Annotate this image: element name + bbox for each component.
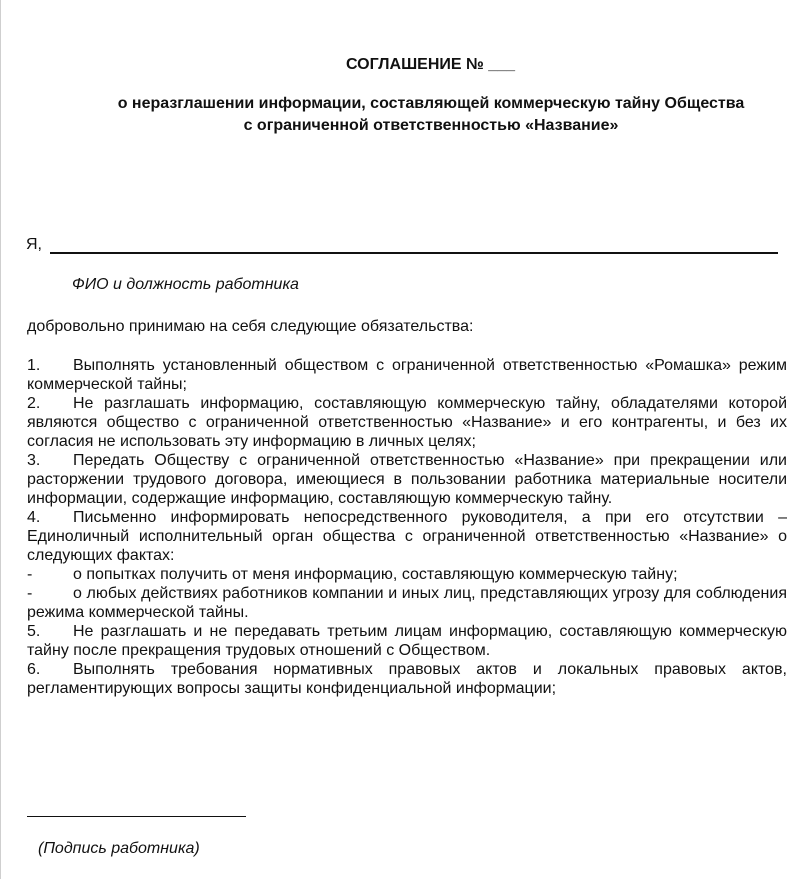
item-text: Выполнять установленный обществом с ограниченной ответственностью «Ромашка» режим коммерческой тайны; [27, 357, 787, 393]
intro-text: добровольно принимаю на себя следующие обязательства: [27, 318, 474, 335]
list-item [27, 565, 787, 584]
document-title: СОГЛАШЕНИЕ № ___ [346, 56, 515, 73]
item-text: Не разглашать информацию, составляющую коммерческую тайну, обладателями которой являются общество с ограниченной ответственностью «Название» и его контрагенты, и без их согласия не использовать эту информацию в личных целях; [27, 395, 787, 450]
item-text: о попытках получить от меня информацию, составляющую коммерческую тайну; [73, 566, 678, 583]
list-item [27, 394, 787, 451]
item-number: 5. [27, 623, 41, 640]
list-item [27, 451, 787, 508]
item-number: 6. [27, 661, 41, 678]
list-item [27, 660, 787, 698]
obligations-list [27, 356, 787, 698]
subtitle-line-2: с ограниченной ответственностью «Название» [243, 117, 619, 134]
ya-label: Я, [26, 236, 42, 253]
list-item [27, 508, 787, 565]
signature-line [27, 816, 246, 817]
subtitle-line-1: о неразглашении информации, составляющей коммерческую тайну Общества [117, 95, 745, 112]
list-item [27, 356, 787, 394]
employee-name-line [50, 252, 778, 254]
item-number: 3. [27, 452, 41, 469]
item-number: 2. [27, 395, 41, 412]
item-text: о любых действиях работников компании и иных лиц, представляющих угрозу для соблюдения режима коммерческой тайны. [27, 585, 787, 621]
item-number: 4. [27, 509, 41, 526]
item-number: 1. [27, 357, 41, 374]
item-text: Выполнять требования нормативных правовых актов и локальных правовых актов, регламентирующих вопросы защиты конфиденциальной информации; [27, 661, 787, 697]
item-bullet: - [27, 566, 33, 583]
fio-caption: ФИО и должность работника [72, 276, 299, 293]
item-text: Письменно информировать непосредственного руководителя, а при его отсутствии – Единоличный исполнительный орган общества с ограниченной ответственностью «Название» о следующих фактах: [27, 509, 787, 564]
employee-name-row [26, 234, 778, 256]
signature-caption: (Подпись работника) [38, 840, 200, 857]
list-item [27, 622, 787, 660]
item-text: Не разглашать и не передавать третьим лицам информацию, составляющую коммерческую тайну после прекращения трудовых отношений с Обществом. [27, 623, 787, 659]
item-text: Передать Обществу с ограниченной ответственностью «Название» при прекращении или расторжении трудового договора, имеющиеся в пользовании работника материальные носители информации, содержащие информацию, составляющую коммерческую тайну. [27, 452, 787, 507]
item-bullet: - [27, 585, 33, 602]
document-subtitle [65, 93, 797, 137]
list-item [27, 584, 787, 622]
